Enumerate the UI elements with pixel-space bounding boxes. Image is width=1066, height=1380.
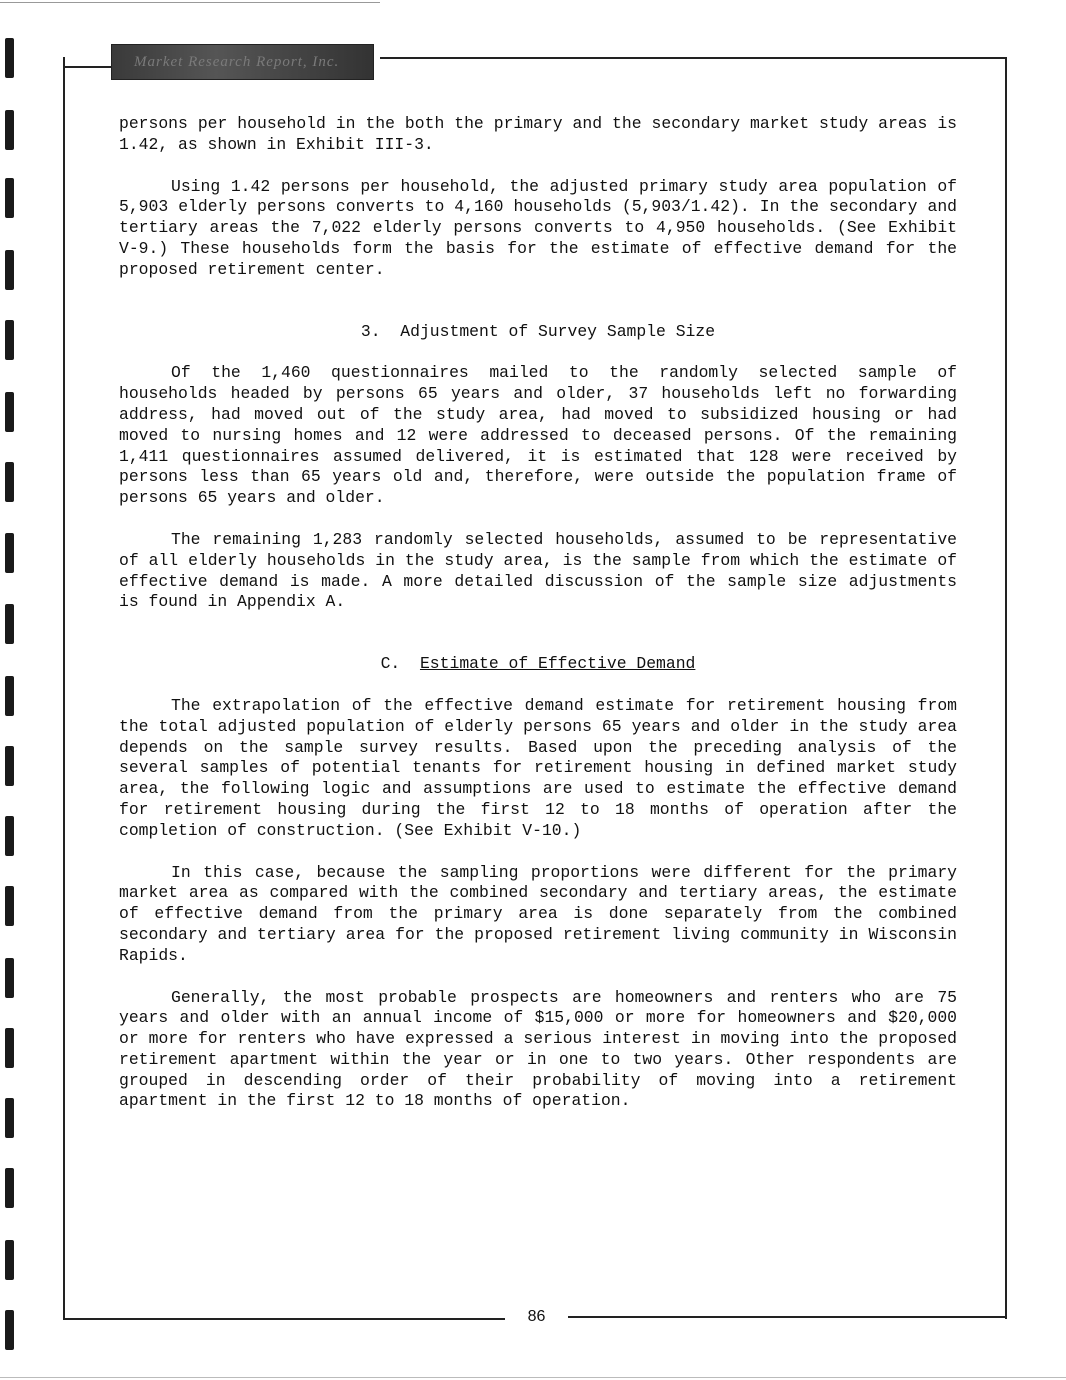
punch-hole	[5, 1240, 14, 1280]
paragraph-remaining-sample: The remaining 1,283 randomly selected households, assumed to be representative of all elderly households in the study area, is the sample from which the estimate of effective demand is made. A more detailed discussion of the sample size adjustments is found in Appendix A.	[119, 529, 957, 612]
punch-hole	[5, 1098, 14, 1138]
punch-hole	[5, 1028, 14, 1068]
punch-hole	[5, 816, 14, 856]
punch-hole	[5, 320, 14, 360]
punch-hole	[5, 392, 14, 432]
section-heading-c	[119, 654, 957, 675]
punch-hole	[5, 38, 14, 78]
frame-bottom-rule-left	[63, 1318, 505, 1320]
section-title: Adjustment of Survey Sample Size	[400, 321, 716, 341]
punch-hole	[5, 110, 14, 150]
section-number: 3.	[360, 321, 381, 341]
binder-punch-holes	[0, 0, 16, 1380]
punch-hole	[5, 746, 14, 786]
punch-hole	[5, 1310, 14, 1350]
paragraph-households-conversion: Using 1.42 persons per household, the adjusted primary study area population of 5,903 elderly persons converts to 4,160 households (5,903/1.42). In the secondary and tertiary areas the 7,022 elderly persons converts to 4,950 households. (See Exhibit V-9.) These households form the basis for the estimate of effective demand for the proposed retirement center.	[119, 176, 957, 279]
punch-hole	[5, 250, 14, 290]
paragraph-extrapolation: The extrapolation of the effective demand estimate for retirement housing from the total adjusted population of elderly persons 65 years and older in the study area depends on the sample survey results. Based upon the preceding analysis of the several samples of potential tenants for retirement housing in defined market study area, the following logic and assumptions are used to estimate the effective demand for retirement housing during the first 12 to 18 months of operation after the completion of construction. (See Exhibit V-10.)	[119, 695, 957, 840]
punch-hole	[5, 178, 14, 218]
punch-hole	[5, 604, 14, 644]
punch-hole	[5, 1168, 14, 1208]
paragraph-questionnaires: Of the 1,460 questionnaires mailed to the randomly selected sample of households headed by persons 65 years and older, 37 households left no forwarding address, had moved out of the study area, had moved to subsidized housing or had moved to nursing homes and 12 were addressed to deceased persons. Of the remaining 1,411 questionnaires assumed delivered, it is estimated that 128 were received by persons less than 65 years old and, therefore, were outside the population frame of persons 65 years and older.	[119, 363, 957, 508]
page-body	[119, 114, 957, 1133]
header-logo-banner	[111, 44, 374, 80]
scan-top-edge	[0, 2, 380, 3]
section-title: Estimate of Effective Demand	[419, 654, 696, 674]
page-number: 86	[527, 1308, 546, 1325]
scan-bottom-edge	[0, 1377, 1066, 1378]
section-letter: C.	[380, 654, 401, 674]
paragraph-sampling-proportions: In this case, because the sampling proportions were different for the primary market area as compared with the combined secondary and tertiary areas, the estimate of effective demand from the primary area is done separately from the combined secondary and tertiary area for the proposed retirement living community in Wisconsin Rapids.	[119, 862, 957, 965]
punch-hole	[5, 676, 14, 716]
punch-hole	[5, 462, 14, 502]
paragraph-probable-prospects: Generally, the most probable prospects are homeowners and renters who are 75 years and older with an annual income of $15,000 or more for homeowners and $20,000 or more for renters who have expressed a serious interest in moving into the proposed retirement apartment within the year or in one to two years. Other respondents are grouped in descending order of their probability of moving into a retirement apartment in the first 12 to 18 months of operation.	[119, 987, 957, 1111]
punch-hole	[5, 958, 14, 998]
frame-top-rule-left	[63, 66, 111, 68]
section-heading-3	[119, 322, 957, 343]
paragraph-continued: persons per household in the both the primary and the secondary market study areas is 1.42, as shown in Exhibit III-3.	[119, 114, 957, 154]
frame-bottom-rule-right	[568, 1316, 1007, 1318]
punch-hole	[5, 533, 14, 573]
header-logo-text: Market Research Report, Inc.	[134, 53, 340, 70]
frame-top-rule-right	[380, 57, 1007, 59]
punch-hole	[5, 886, 14, 926]
